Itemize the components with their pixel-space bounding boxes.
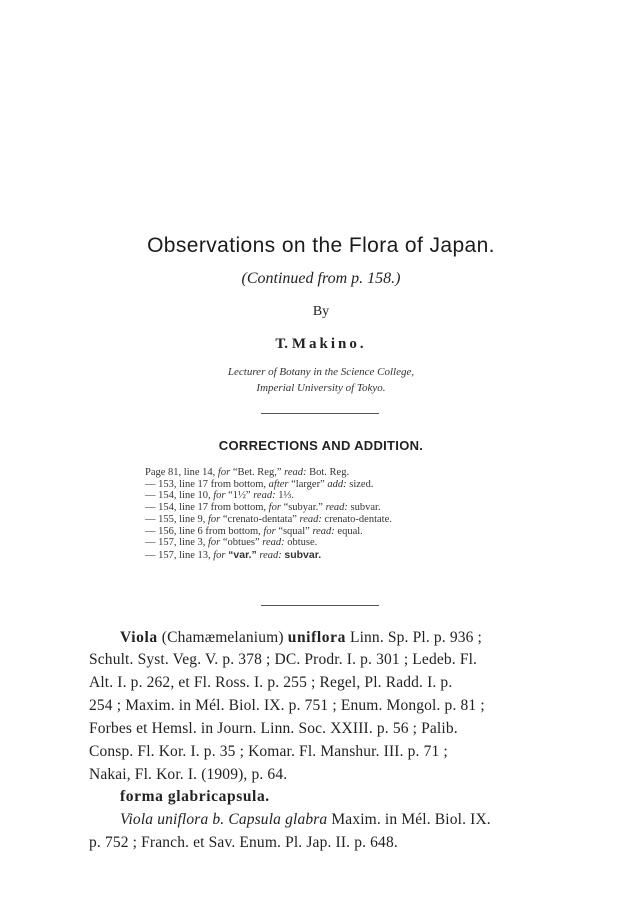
correction-item: [145, 502, 381, 513]
correction-right: crenato-dentate.: [324, 513, 392, 525]
correction-line: line 10,: [179, 490, 211, 502]
genus-name: Viola: [120, 629, 158, 646]
entry-line-10: p. 752 ; Franch. et Sav. Enum. Pl. Jap. II. p. 648.: [89, 834, 398, 851]
correction-page: — 157,: [145, 537, 177, 549]
correction-item: [145, 490, 294, 501]
correction-read: read:: [284, 467, 307, 478]
section-divider-bottom: [261, 605, 379, 606]
correction-right: equal.: [337, 525, 363, 537]
correction-read: read:: [259, 549, 282, 561]
correction-line: line 9,: [179, 513, 206, 525]
correction-wrong: “subyar.”: [283, 502, 323, 514]
entry-line-1: [120, 629, 482, 647]
species-name: uniflora: [287, 629, 346, 646]
correction-item: [145, 549, 321, 561]
synonym-line: [120, 811, 491, 829]
correction-line: line 3,: [179, 537, 206, 549]
correction-right: Bot. Reg.: [309, 467, 350, 478]
correction-read: read:: [262, 537, 285, 549]
correction-right: subvar.: [350, 502, 381, 514]
byline: By: [312, 304, 330, 319]
correction-wrong: “obtues”: [222, 537, 260, 549]
correction-read: read:: [325, 502, 348, 514]
citation-text: Linn. Sp. Pl. p. 936 ;: [349, 629, 483, 646]
correction-preposition: for: [213, 490, 226, 502]
correction-preposition: for: [208, 537, 221, 549]
section-name: (Chamæmelanium): [161, 629, 284, 646]
correction-page: — 153,: [145, 478, 177, 490]
correction-wrong: “Bet. Reg,”: [232, 467, 282, 478]
correction-page: — 156,: [145, 525, 177, 537]
correction-preposition: after: [268, 478, 289, 490]
correction-page: Page 81,: [145, 467, 182, 478]
correction-item: [145, 467, 349, 478]
correction-right: obtuse.: [287, 537, 318, 549]
correction-line: line 17 from bottom,: [179, 478, 267, 490]
affiliation-line-2: Imperial University of Tokyo.: [256, 382, 386, 394]
correction-item: [145, 526, 363, 537]
forma-line: [120, 788, 270, 806]
correction-read: add:: [327, 478, 347, 490]
correction-wrong: “crenato-dentata”: [222, 513, 297, 525]
correction-wrong: “larger”: [291, 478, 325, 490]
correction-line: line 17 from bottom,: [179, 502, 267, 514]
entry-line-2: Schult. Syst. Veg. V. p. 378 ; DC. Prodr. I. p. 301 ; Ledeb. Fl.: [89, 651, 478, 668]
correction-wrong: “var.”: [228, 548, 257, 561]
continuation-note: (Continued from p. 158.): [241, 270, 401, 287]
correction-item: [145, 479, 373, 490]
correction-read: read:: [299, 513, 322, 525]
correction-preposition: for: [213, 549, 226, 561]
entry-line-7: Nakai, Fl. Kor. I. (1909), p. 64.: [89, 766, 288, 783]
correction-right: subvar.: [284, 548, 322, 561]
correction-page: — 154,: [145, 490, 177, 502]
correction-item: [145, 514, 392, 525]
entry-line-6: Consp. Fl. Kor. I. p. 35 ; Komar. Fl. Manshur. III. p. 71 ;: [89, 743, 448, 760]
correction-line: line 6 from bottom,: [179, 525, 261, 537]
correction-preposition: for: [208, 513, 221, 525]
correction-read: read:: [253, 490, 276, 502]
correction-preposition: for: [217, 467, 231, 478]
correction-page: — 154,: [145, 502, 177, 514]
correction-line: line 13,: [179, 549, 211, 561]
correction-read: read:: [312, 525, 335, 537]
forma-name: forma glabricapsula.: [120, 788, 270, 805]
page-title: Observations on the Flora of Japan.: [147, 234, 495, 257]
correction-line: line 14,: [183, 467, 216, 478]
author-initial: T.: [275, 336, 289, 352]
entry-line-3: Alt. I. p. 262, et Fl. Ross. I. p. 255 ; Regel, Pl. Radd. I. p.: [89, 674, 453, 691]
affiliation-line-1: Lecturer of Botany in the Science College,: [227, 366, 415, 378]
correction-page: — 155,: [145, 513, 177, 525]
entry-line-4: 254 ; Maxim. in Mél. Biol. IX. p. 751 ; Enum. Mongol. p. 81 ;: [89, 697, 485, 714]
author-surname: Makino.: [291, 336, 367, 352]
correction-right: sized.: [349, 478, 374, 490]
correction-preposition: for: [268, 502, 281, 514]
correction-wrong: “1½”: [228, 490, 251, 502]
synonym-name: Viola uniflora b. Capsula glabra: [120, 811, 328, 828]
correction-page: — 157,: [145, 549, 177, 561]
author-name: [0, 336, 642, 353]
correction-right: 1⅓.: [278, 490, 294, 502]
entry-line-5: Forbes et Hemsl. in Journ. Linn. Soc. XXIII. p. 56 ; Palib.: [89, 720, 458, 737]
correction-item: [145, 537, 317, 548]
corrections-heading: CORRECTIONS AND ADDITION.: [218, 438, 424, 453]
synonym-citation: Maxim. in Mél. Biol. IX.: [331, 811, 491, 828]
section-divider-top: [261, 413, 379, 414]
correction-wrong: “squal”: [278, 525, 310, 537]
correction-preposition: for: [263, 525, 276, 537]
